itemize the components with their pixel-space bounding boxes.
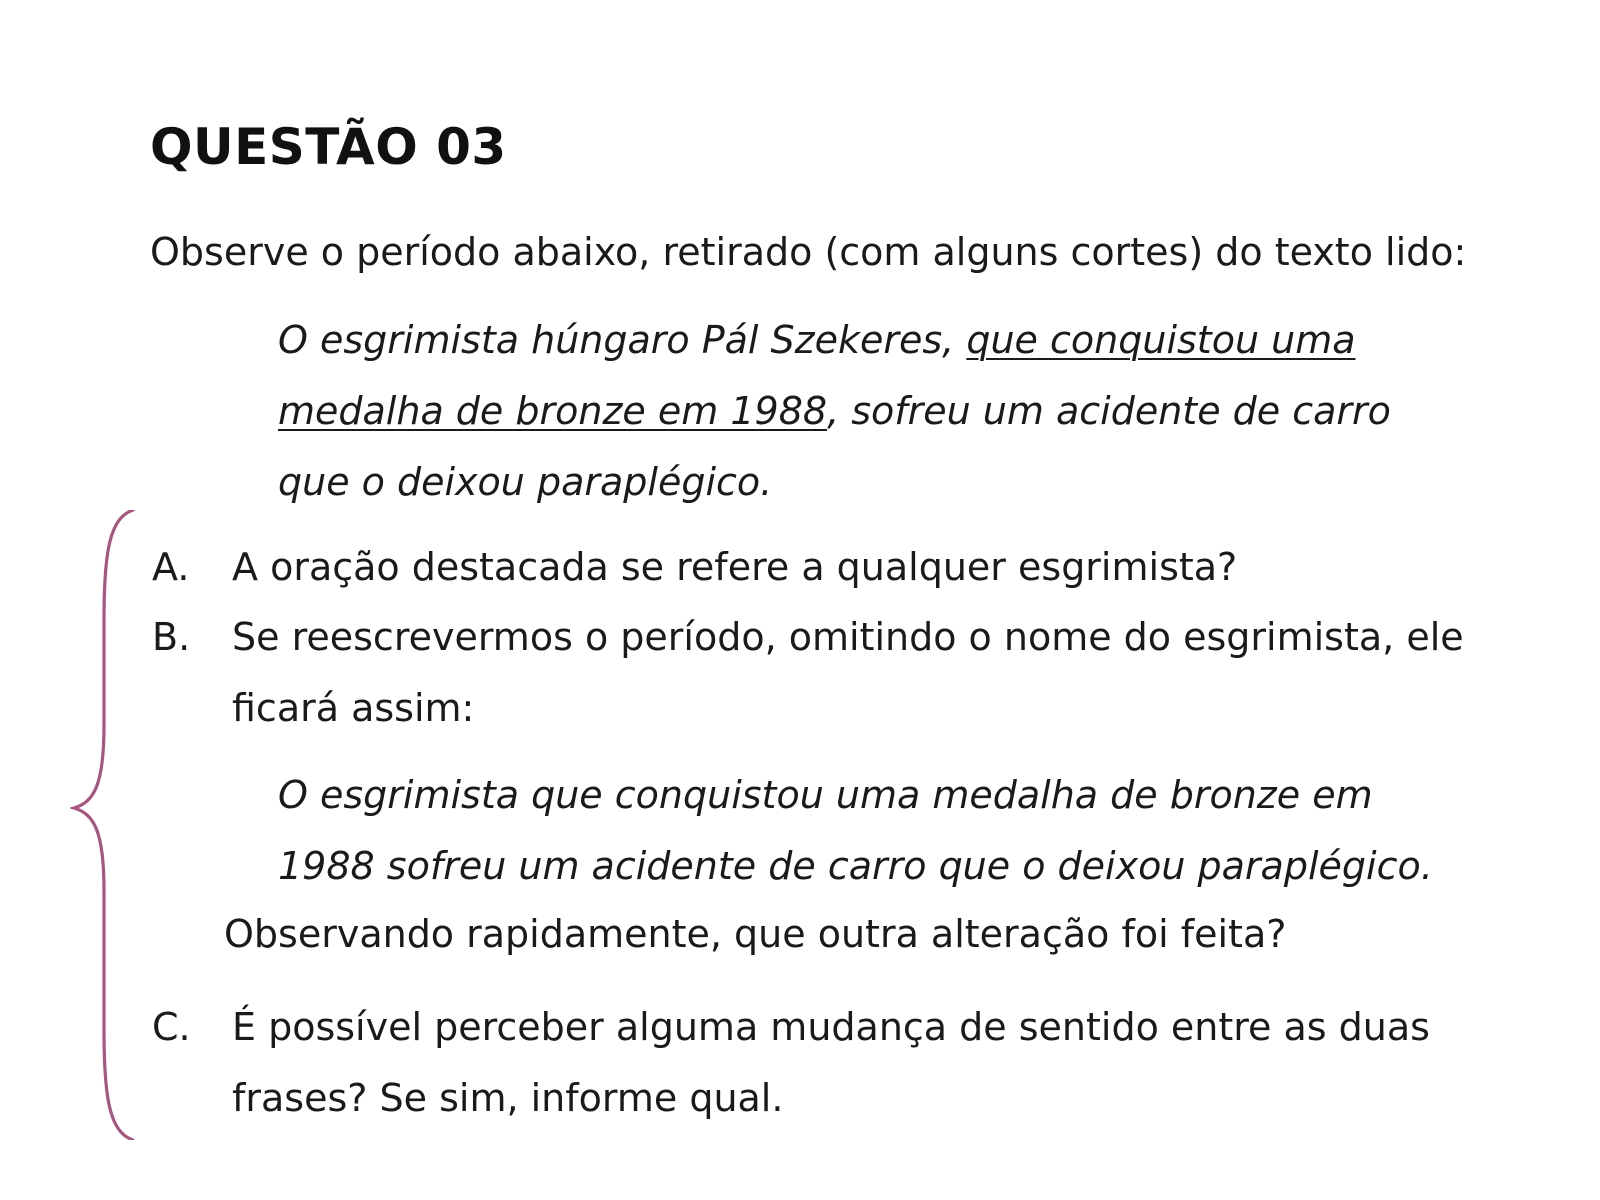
item-b-letter: B. (152, 615, 191, 659)
item-c (152, 992, 1492, 1134)
highlighted-clause: medalha de bronze em 1988 (278, 389, 828, 433)
item-b-text-line-1: Se reescrevermos o período, omitindo o nome do esgrimista, ele (232, 615, 1464, 659)
item-b-text-line-2: ficará assim: (232, 686, 475, 730)
question-intro: Observe o período abaixo, retirado (com alguns cortes) do texto lido: (150, 230, 1467, 274)
quote-text: O esgrimista húngaro Pál Szekeres, (278, 318, 967, 362)
item-a-letter: A. (152, 545, 190, 589)
item-c-letter: C. (152, 1005, 191, 1049)
curly-brace-icon (70, 510, 140, 1140)
highlighted-clause: que conquistou uma (966, 318, 1356, 362)
item-a-text: A oração destacada se refere a qualquer esgrimista? (232, 545, 1238, 589)
item-c-text-line-2: frases? Se sim, informe qual. (232, 1076, 784, 1120)
item-b (152, 602, 1492, 744)
question-title: QUESTÃO 03 (150, 118, 507, 176)
quote-line-2 (278, 376, 1478, 447)
item-c-text-line-1: É possível perceber alguma mudança de sentido entre as duas (232, 1005, 1430, 1049)
item-b-followup: Observando rapidamente, que outra alteração foi feita? (224, 912, 1287, 956)
quote-line-3: que o deixou paraplégico. (278, 460, 773, 504)
item-a (152, 532, 1492, 603)
quote-line-1 (278, 305, 1478, 376)
rewritten-line-2: 1988 sofreu um acidente de carro que o deixou paraplégico. (278, 844, 1433, 888)
rewritten-sentence (278, 760, 1478, 902)
quote-text: , sofreu um acidente de carro (827, 389, 1391, 433)
quoted-sentence (278, 305, 1478, 518)
rewritten-line-1: O esgrimista que conquistou uma medalha de bronze em (278, 773, 1373, 817)
